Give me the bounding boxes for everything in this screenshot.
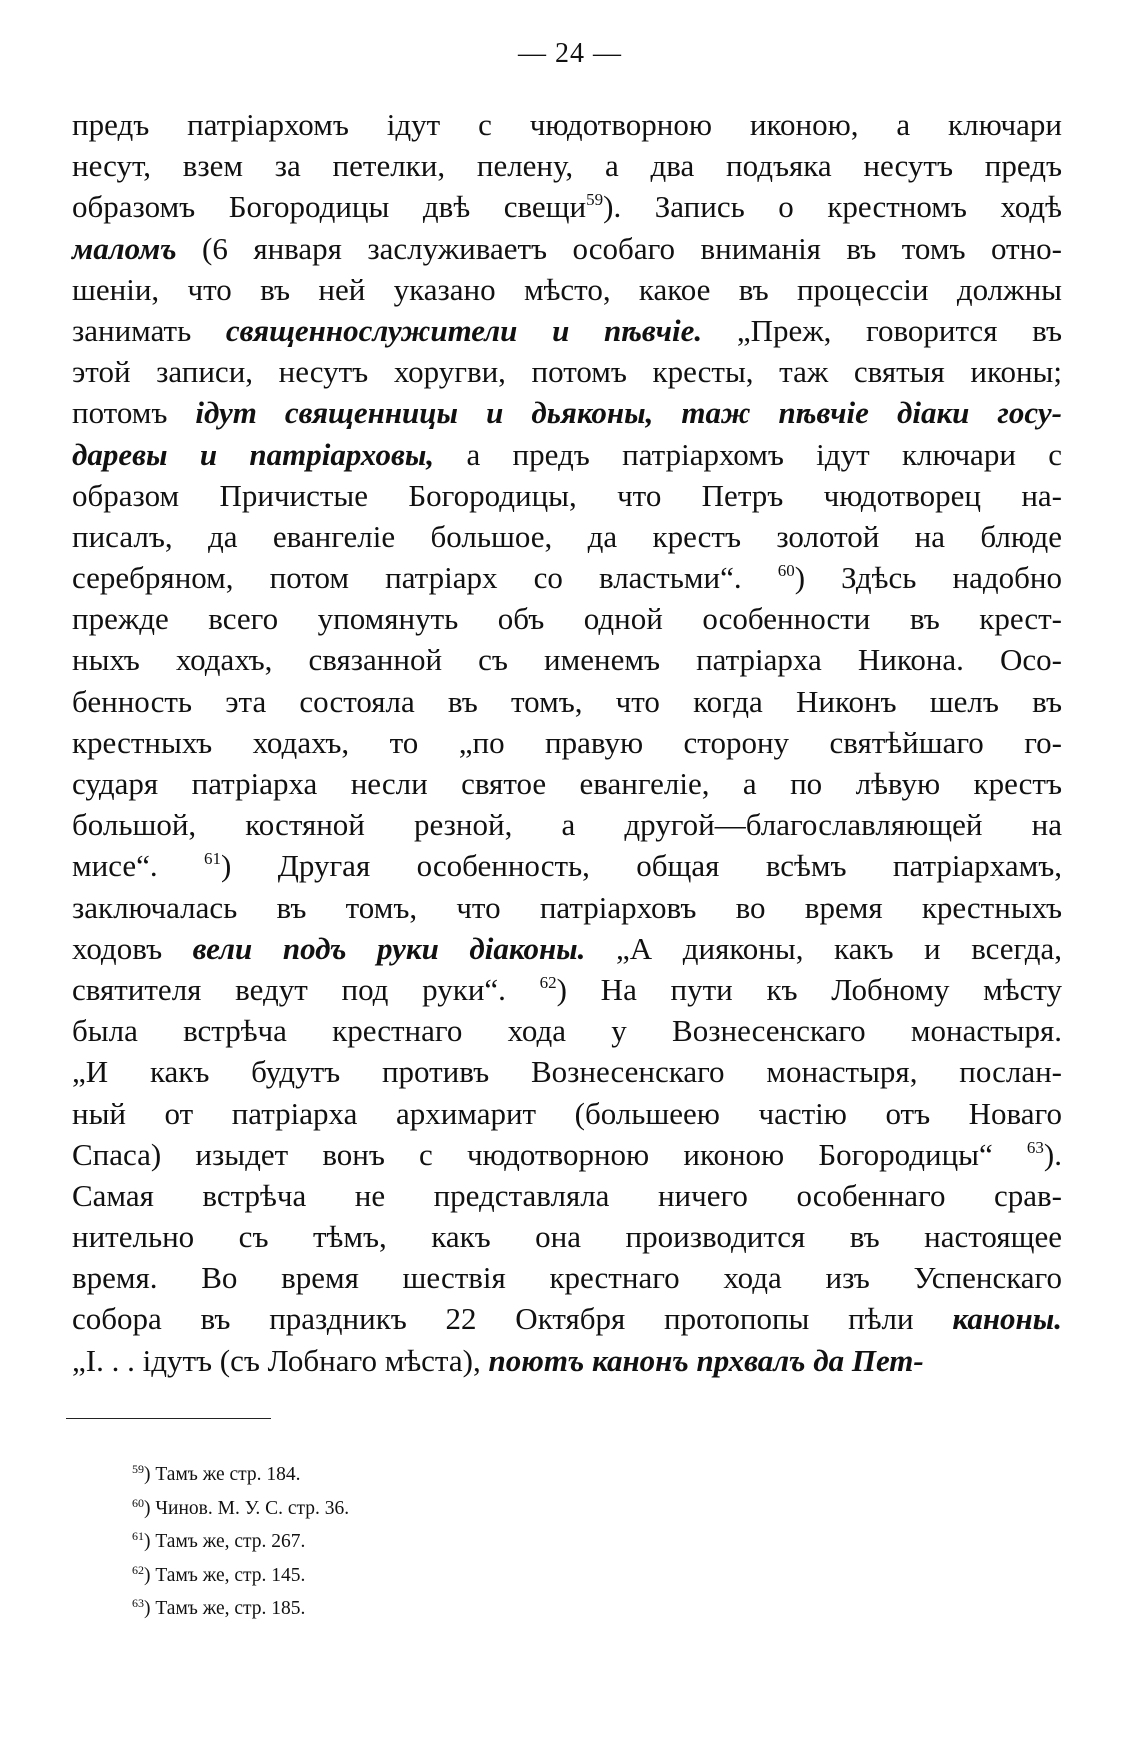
text-segment: (6 января заслуживаетъ особаго вниманія въ томъ отно- [176, 230, 1062, 266]
text-segment: занимать [72, 312, 226, 348]
text-line [72, 104, 1062, 145]
text-line [72, 969, 1062, 1010]
footnote [132, 1492, 349, 1526]
text-segment: ) Здѣсь надобно [794, 560, 1062, 596]
footnote [132, 1592, 349, 1626]
footnote-number: 60 [132, 1495, 144, 1510]
footnote-number: 62 [132, 1562, 144, 1577]
text-line [72, 557, 1062, 598]
text-segment: прежде всего упомянуть объ одной особенности въ крест- [72, 601, 1062, 637]
text-segment: „А дияконы, какъ и всегда, [585, 930, 1063, 966]
text-segment: писалъ, да евангеліе большое, да крестъ золотой на блюде [72, 518, 1062, 554]
footnote-text: ) Тамъ же стр. 184. [144, 1464, 301, 1485]
text-segment: шеніи, что въ ней указано мѣсто, какое въ процессіи должны [72, 271, 1062, 307]
text-line [72, 310, 1062, 351]
text-segment: предъ патріархомъ ідут с чюдотворною иконою, а ключари [72, 107, 1062, 142]
text-line [72, 681, 1062, 722]
text-line [72, 1216, 1062, 1257]
text-line [72, 1257, 1062, 1298]
text-line [72, 186, 1062, 227]
text-segment: была встрѣча крестнаго хода у Вознесенскаго монастыря. [72, 1013, 1062, 1049]
italic-segment: ідут священницы и дьяконы, таж пѣвчіе діаки госу- [195, 395, 1062, 431]
text-segment: крестныхъ ходахъ, то „по правую сторону святѣйшаго го- [72, 724, 1062, 760]
text-segment: ). [1043, 1136, 1062, 1172]
text-line [72, 1134, 1062, 1175]
footnote-separator [66, 1418, 271, 1419]
text-line [72, 845, 1062, 886]
page-number: — 24 — [518, 38, 622, 69]
text-segment: несут, взем за петелки, пелену, а два подъяка несутъ предъ [72, 148, 1062, 184]
italic-segment: маломъ [72, 230, 177, 266]
text-line [72, 1010, 1062, 1051]
text-segment: Спаса) изыдет вонъ с чюдотворною иконою Богородицы“ [72, 1136, 1027, 1172]
text-segment: а предъ патріархомъ ідут ключари с [434, 436, 1063, 472]
text-line [72, 1051, 1062, 1092]
text-segment: время. Во время шествія крестнаго хода изъ Успенскаго [72, 1260, 1062, 1296]
text-line [72, 1175, 1062, 1216]
italic-segment: священнослужители и пѣвчіе. [225, 312, 703, 348]
footnote-ref: 61 [204, 849, 222, 869]
footnote-ref: 62 [539, 972, 557, 992]
footnote-text: ) Тамъ же, стр. 145. [144, 1564, 306, 1586]
text-line [72, 1093, 1062, 1134]
text-segment: Самая встрѣча не представляла ничего особеннаго срав- [72, 1177, 1062, 1213]
text-line [72, 145, 1062, 186]
text-segment: нительно съ тѣмъ, какъ она производится въ настоящее [72, 1219, 1062, 1255]
footnote-number: 61 [132, 1529, 144, 1543]
footnote-text: ) Чинов. М. У. С. стр. 36. [144, 1497, 350, 1519]
text-segment: мисе“. [72, 848, 205, 884]
footnote-text: ) Тамъ же, стр. 267. [144, 1531, 306, 1552]
footnote [132, 1525, 349, 1559]
text-line [72, 598, 1062, 639]
footnote [132, 1559, 349, 1593]
text-segment: сударя патріарха несли святое евангеліе, а по лѣвую крестъ [72, 766, 1062, 801]
text-line [72, 1340, 1062, 1381]
text-line [72, 722, 1062, 763]
text-segment: ) На пути къ Лобному мѣсту [556, 971, 1063, 1007]
text-segment: ныхъ ходахъ, связанной съ именемъ патріарха Никона. Осо- [72, 642, 1062, 678]
text-line [72, 1298, 1062, 1339]
footnote-number: 63 [132, 1596, 144, 1610]
footnotes [132, 1458, 349, 1626]
text-segment: святителя ведут под руки“. [72, 971, 540, 1007]
text-segment: ходовъ [72, 930, 193, 966]
main-text [72, 104, 1062, 1381]
italic-segment: каноны. [952, 1301, 1062, 1337]
text-line [72, 804, 1062, 845]
footnote [132, 1458, 349, 1492]
text-line [72, 269, 1062, 310]
text-segment: собора въ праздникъ 22 Октября протопопы пѣли [72, 1301, 953, 1337]
text-segment: потомъ [72, 395, 196, 431]
text-line [72, 228, 1062, 269]
text-line [72, 928, 1062, 969]
text-segment: бенность эта состояла въ томъ, что когда Никонъ шелъ въ [72, 683, 1062, 719]
text-line [72, 763, 1062, 804]
footnote-number: 59 [132, 1462, 144, 1476]
text-line [72, 475, 1062, 516]
text-line [72, 392, 1062, 433]
italic-segment: вели подъ руки діаконы. [192, 930, 586, 966]
text-segment: образомъ Богородицы двѣ свещи [72, 189, 587, 225]
text-segment: большой, костяной резной, а другой—благославляющей на [72, 807, 1062, 843]
italic-segment: поютъ канонъ прхвалъ да Пет- [488, 1342, 924, 1378]
footnote-ref: 60 [777, 561, 795, 581]
text-line [72, 516, 1062, 557]
italic-segment: даревы и патріарховы, [72, 436, 435, 472]
text-segment: ). Запись о крестномъ ходѣ [603, 189, 1062, 225]
footnote-text: ) Тамъ же, стр. 185. [144, 1598, 306, 1619]
text-segment: ) Другая особенность, общая всѣмъ патріархамъ, [221, 848, 1062, 884]
text-line [72, 434, 1062, 475]
text-segment: „И какъ будутъ противъ Вознесенскаго монастыря, послан- [72, 1054, 1062, 1090]
text-segment: этой записи, несутъ хоругви, потомъ кресты, таж святыя иконы; [72, 354, 1062, 390]
text-segment: „І. . . ідутъ (съ Лобнаго мѣста), [72, 1342, 489, 1378]
text-line [72, 351, 1062, 392]
text-line [72, 639, 1062, 680]
text-segment: заключалась въ томъ, что патріарховъ во время крестныхъ [72, 889, 1062, 925]
footnote-ref: 63 [1026, 1137, 1044, 1157]
text-segment: ный от патріарха архимарит (большеею частію отъ Новаго [72, 1095, 1062, 1131]
text-line [72, 887, 1062, 928]
footnote-ref: 59 [586, 190, 604, 210]
text-segment: серебряном, потом патріарх со властьми“. [72, 560, 778, 596]
text-segment: „Преж, говорится въ [702, 312, 1063, 348]
text-segment: образом Причистые Богородицы, что Петръ чюдотворец на- [72, 477, 1062, 513]
